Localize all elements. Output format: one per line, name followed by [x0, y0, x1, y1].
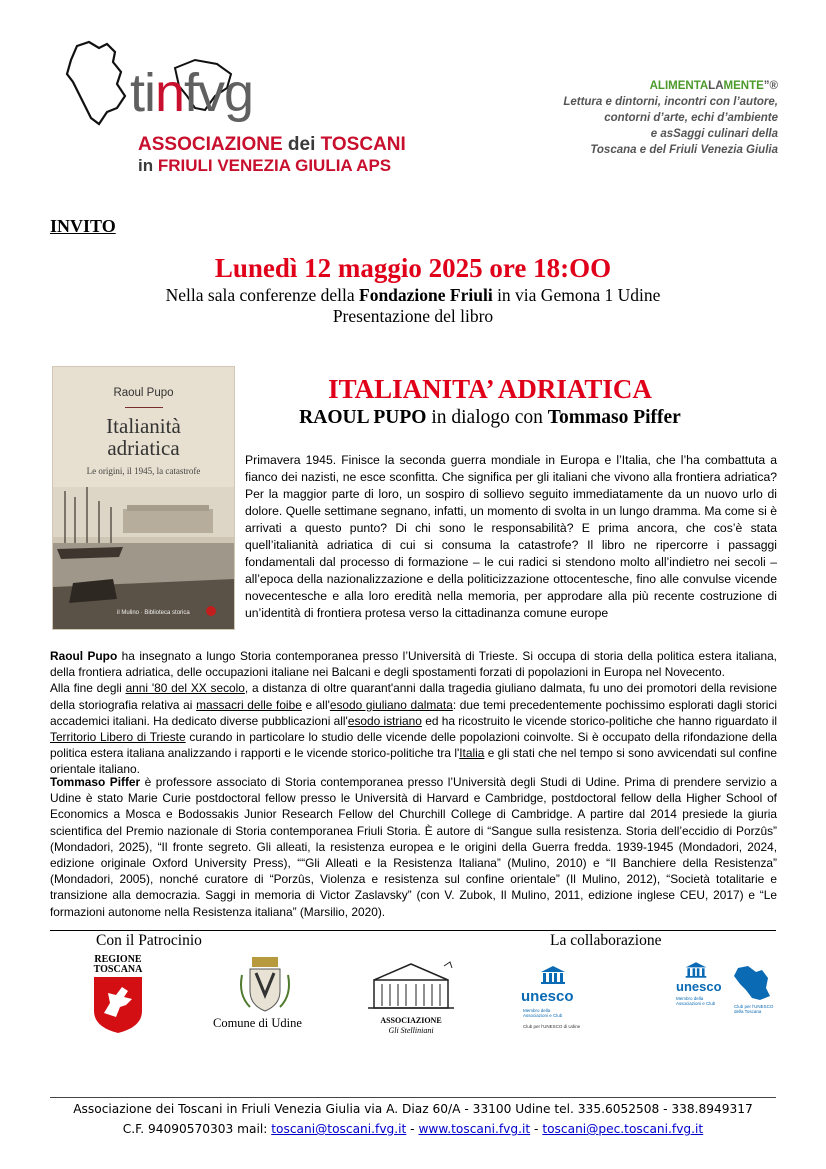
- cover-title: Italianità adriatica: [106, 414, 181, 460]
- building-sketch-icon: [364, 958, 458, 1014]
- book-title: ITALIANITA’ ADRIATICA: [328, 374, 652, 404]
- association-logo: [55, 38, 415, 178]
- author-bio: Raoul Pupo ha insegnato a lungo Storia contemporanea presso l’Università di Trieste. Si occupa di storia della politica estera italiana, della frontiera adriatica, delle occupazioni italiane nei Balcani e degli spostamenti forzati di popolazioni in Europa nel Novecento. Alla fine degli anni '80 del XX secolo, a distanza di oltre quarant'anni dalla tragedia giuliano dalmata, fu uno dei promotori della revisione della storiografia relativa ai massacri delle foibe e all'esodo giuliano dalmata: due temi precedentemente pochissimo esplorati dagli storici accademici italiani. Ha dedicato diverse pubblicazioni all'esodo istriano ed ha ricostruito le vicende storico-politiche che hanno riguardato il Territorio Libero di Trieste curando in particolare lo studio delle vicende delle popolazioni coinvolte. Si è occupato della rifondazione della politica estera italiana analizzando i rapporti e le vicende storico-politiche tra l'Italia e gli stati che nel tempo si sono avvicendati sul confine orientale italiano.: [50, 649, 778, 777]
- event-series-tagline-3: e asSaggi culinari della: [650, 128, 778, 140]
- udine-caption: Comune di Udine: [213, 1016, 302, 1030]
- logo-region-name: in FRIULI VENEZIA GIULIA APS: [138, 156, 392, 175]
- link-anni-80[interactable]: anni '80 del XX secolo: [125, 681, 245, 696]
- unesco-temple-icon: [539, 966, 567, 984]
- logo-wordmark: tinfvg: [130, 63, 254, 123]
- cover-author: Raoul Pupo: [113, 387, 174, 399]
- udine-crest-icon: [236, 955, 294, 1017]
- patronage-heading: Con il Patrocinio: [96, 932, 202, 949]
- guest-name: Tommaso Piffer: [50, 775, 141, 789]
- author-name: Raoul Pupo: [50, 649, 118, 663]
- email-link[interactable]: toscani@toscani.fvg.it: [271, 1122, 407, 1136]
- unesco-udine-logo: unesco Membro della Associazioni e Club Club per l'UNESCO di Udine: [519, 966, 587, 1034]
- cover-subtitle: Le origini, il 1945, la catastrofe: [86, 466, 201, 476]
- book-speakers: RAOUL PUPO in dialogo con Tommaso Piffer: [299, 407, 681, 428]
- footer-address: Associazione dei Toscani in Friuli Venezia Giulia via A. Diaz 60/A - 33100 Udine tel. 335.6052508 - 338.8949317: [73, 1102, 753, 1116]
- link-italia[interactable]: Italia: [459, 746, 485, 761]
- collaboration-heading: La collaborazione: [550, 932, 662, 949]
- unesco-temple-icon: [684, 962, 708, 978]
- event-series-name: ALIMENTALAMENTE”®: [649, 80, 778, 92]
- cover-publisher: il Mulino · Biblioteca storica: [117, 610, 190, 616]
- event-series-block: [518, 78, 778, 158]
- pec-email-link[interactable]: toscani@pec.toscani.fvg.it: [542, 1122, 704, 1136]
- link-esodo-istriano[interactable]: esodo istriano: [347, 713, 422, 728]
- divider-top: [50, 930, 776, 931]
- divider-bottom: [50, 1097, 776, 1098]
- link-massacri-foibe[interactable]: massacri delle foibe: [196, 697, 302, 712]
- event-venue: Nella sala conferenze della Fondazione Friuli in via Gemona 1 Udine: [165, 285, 661, 305]
- presentation-label: Presentazione del libro: [332, 306, 494, 326]
- logo-association-name: ASSOCIAZIONE dei TOSCANI: [138, 134, 406, 155]
- event-date: Lunedì 12 maggio 2025 ore 18:OO: [214, 253, 612, 283]
- pegasus-shield-icon: [94, 977, 142, 1033]
- unesco-toscana-logo: unesco Membro della Associazioni e Club Club per l'UNESCO della Toscana: [676, 962, 776, 1016]
- footer-contacts: C.F. 94090570303 mail: toscani@toscani.fvg.it - www.toscani.fvg.it - toscani@pec.toscani.fvg.it: [122, 1122, 704, 1136]
- invitation-label: INVITO: [50, 216, 116, 236]
- regione-toscana-logo: REGIONE TOSCANA: [90, 955, 146, 1033]
- guest-bio: Tommaso Piffer è professore associato di Storia contemporanea presso l’Università degli Studi di Udine. Prima di prendere servizio a Udine è stato Marie Curie postdoctoral fellow presso le Università di Harvard e Cambridge, postdoctoral fellow della Higher School of Economics a Mosca e Bodossakis Junior Research Fellow del Churchill College di Cambridge. A partire dal 2014 presiede la giuria scientifica del Premio nazionale di Storia contemporanea Friuli Storia. È autore di “Sangue sulla resistenza. Storia dell’eccidio di Porzûs” (Mondadori, 2025), “Il fronte segreto. Gli alleati, la resistenza europea e le origini della Guerra fredda. 1939-1945 (Mondadori, 2024, edizione originale Oxford University Press), ““Gli Alleati e la Resistenza Italiana” (Mulino, 2010) e “Il Banchiere della Resistenza” (Mondadori, 2005), nonché curatore di “Porzûs, Violenza e resistenza sul confine orientale” (Il Mulino, 2012), “Società totalitarie e transizione alla democrazia. Saggi in memoria di Victor Zaslavsky” (con V. Zubok, Il Mulino, 2011, edizione inglese CEU, 2017) e “Le formazioni autonome nella Resistenza italiana” (Marsilio, 2020).: [50, 775, 777, 919]
- event-series-tagline-2: contorni d’arte, echi d’ambiente: [604, 112, 778, 124]
- website-link[interactable]: www.toscani.fvg.it: [418, 1122, 531, 1136]
- link-territorio-libero-trieste[interactable]: Territorio Libero di Trieste: [50, 730, 186, 745]
- book-cover-image: [52, 366, 235, 630]
- cover-divider: [125, 407, 163, 408]
- comune-udine-crest: [236, 955, 294, 1017]
- event-series-tagline-4: Toscana e del Friuli Venezia Giulia: [590, 144, 778, 156]
- book-description: Primavera 1945. Finisce la seconda guerra mondiale in Europa e l’Italia, che l’ha combattuta a fianco dei nazisti, ne esce sconfitta. Che significa per gli italiani che vivono alla frontiera adriatica? Per la maggior parte di loro, un sospiro di sollievo seguito immediatamente da un nuovo urlo di dolore. Quelle settimane segnano, infatti, un momento di svolta in un lungo dramma. Ma come si è arrivati a questo punto? Di chi sono le responsabilità? E prima ancora, che cos’è stata quell’italianità adriatica di cui si consuma la catastrofe? Il libro ne ripercorre i passaggi fondamentali dal processo di formazione – le cui radici si stendono molto all’indietro nei secoli – all’epoca della nazionalizzazione e della politicizzazione ottocentesche, fino alle convulse vicende novecentesche e alla loro eredità nella memoria, per approdare alla più recente costruzione di un’identità di frontiera protesa verso la cittadinanza comune europe: [245, 453, 777, 620]
- stelliniani-logo: ASSOCIAZIONE Gli Stelliniani: [364, 958, 458, 1040]
- link-esodo-giuliano-dalmata[interactable]: esodo giuliano dalmata: [329, 697, 453, 712]
- event-series-tagline-1: Lettura e dintorni, incontri con l’autore,: [563, 96, 778, 108]
- harbour-photo: [53, 487, 234, 629]
- tuscany-map-icon: [732, 964, 772, 1002]
